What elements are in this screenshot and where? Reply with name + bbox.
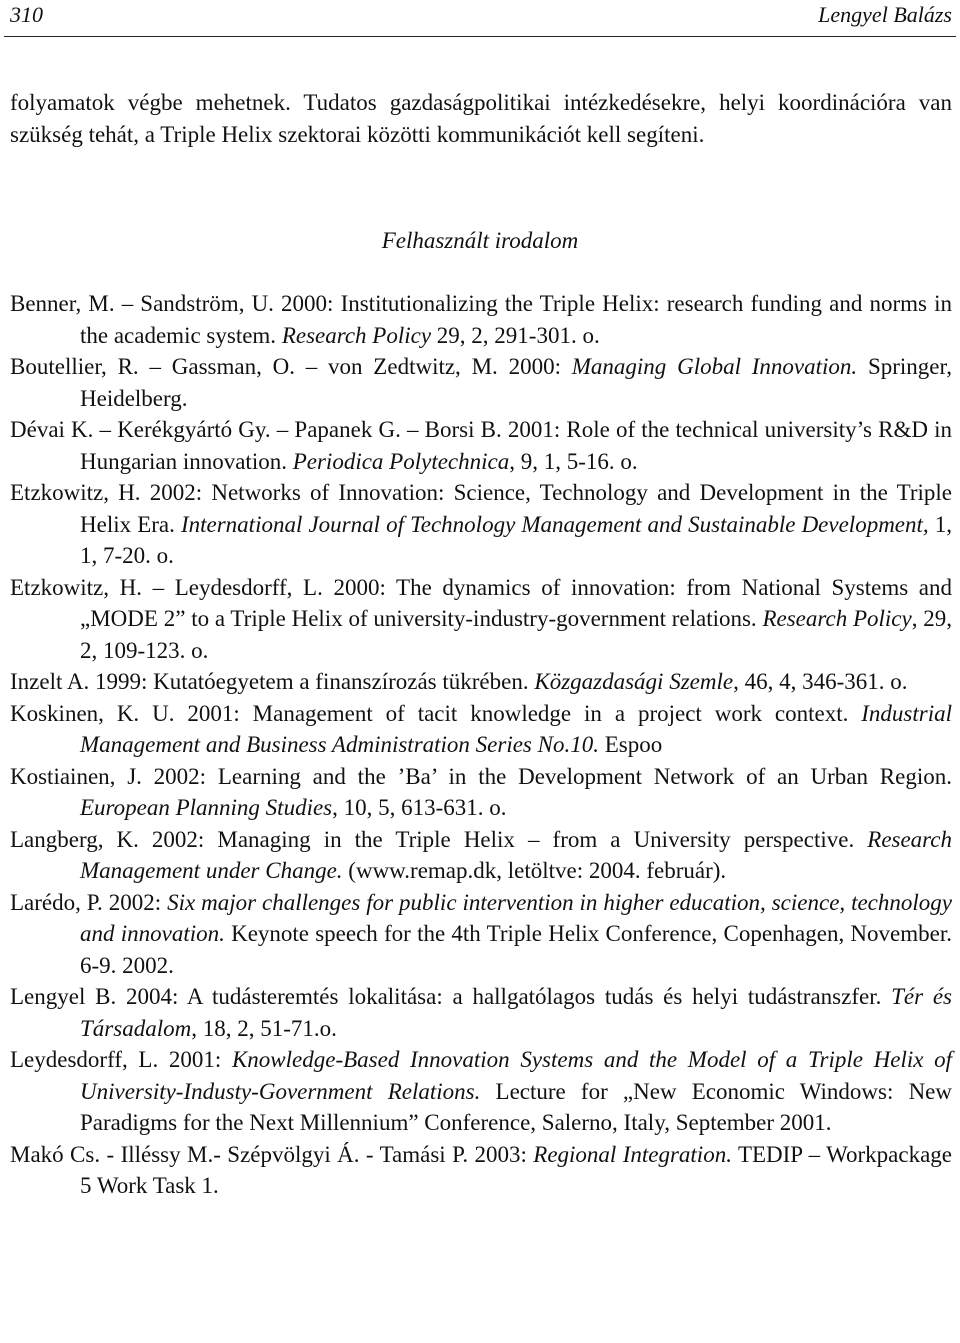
reference-text: Leydesdorff, L. 2001:	[10, 1047, 232, 1072]
page-number: 310	[10, 2, 43, 27]
reference-item	[10, 1139, 952, 1202]
reference-text: Benner, M. – Sandström, U. 2000: Institutionalizing the Triple Helix: research funding and norms in the academic system.	[10, 291, 952, 348]
reference-source: Tér és Társadalom	[80, 984, 952, 1041]
reference-details: Lecture for „New Economic Windows: New Paradigms for the Next Millennium” Conference, Salerno, Italy, September 2001.	[80, 1078, 952, 1135]
reference-source: Research Policy	[281, 322, 432, 348]
reference-source: Knowledge-Based Innovation Systems and the Model of a Triple Helix of University-Industy-Government Relations.	[80, 1047, 953, 1104]
reference-details: TEDIP – Workpackage 5 Work Task 1.	[80, 1141, 952, 1198]
reference-source: Research Management under Change.	[80, 826, 952, 883]
section-title: Felhasznált irodalom	[381, 228, 579, 253]
reference-item	[10, 887, 952, 982]
reference-text: Kostiainen, J. 2002: Learning and the ’Ba’ in the Development Network of an Urban Region.	[10, 763, 952, 789]
reference-details: Springer, Heidelberg.	[80, 354, 952, 411]
header-author: Lengyel Balázs	[818, 2, 952, 27]
reference-list	[10, 288, 952, 1202]
reference-item	[10, 351, 952, 414]
reference-text: Langberg, K. 2002: Managing in the Triple Helix – from a University perspective.	[10, 826, 868, 852]
reference-details: , 46, 4, 346-361. o.	[733, 669, 908, 694]
reference-text: Dévai K. – Kerékgyártó Gy. – Papanek G. – Borsi B. 2001: Role of the technical university’s R&D in Hungarian innovation.	[10, 417, 952, 474]
intro-paragraph: folyamatok végbe mehetnek. Tudatos gazdaságpolitikai intézkedésekre, helyi koordinációra van szükség tehát, a Triple Helix szektorai közötti kommunikációt kell segíteni.	[10, 90, 952, 147]
reference-details: Espoo	[598, 732, 663, 757]
reference-source: Periodica Polytechnica	[292, 448, 510, 474]
reference-text: Lengyel B. 2004: A tudásteremtés lokalitása: a hallgatólagos tudás és helyi tudástranszfer.	[10, 984, 892, 1009]
reference-source: International Journal of Technology Management and Sustainable Development,	[180, 511, 929, 537]
reference-details: (www.remap.dk, letöltve: 2004. február).	[342, 858, 727, 883]
reference-item	[10, 288, 952, 351]
reference-source: Research Policy	[762, 606, 912, 631]
reference-details: 1, 1, 7-20. o.	[80, 511, 953, 568]
reference-source: Industrial Management and Business Administration Series No.10.	[80, 700, 952, 757]
reference-text: Makó Cs. - Illéssy M.- Szépvölgyi Á. - Tamási P. 2003:	[10, 1141, 534, 1167]
reference-text: Inzelt A. 1999: Kutatóegyetem a finanszírozás tükrében.	[10, 669, 535, 694]
reference-text: Boutellier, R. – Gassman, O. – von Zedtwitz, M. 2000:	[10, 354, 572, 379]
header-rule	[4, 36, 956, 37]
reference-source: European Planning Studies	[80, 795, 333, 820]
reference-item	[10, 981, 952, 1044]
reference-source: Managing Global Innovation.	[571, 354, 858, 379]
reference-text: Koskinen, K. U. 2001: Management of tacit knowledge in a project work context.	[10, 700, 862, 726]
reference-details: , 9, 1, 5-16. o.	[509, 448, 638, 474]
running-header	[0, 0, 960, 40]
reference-text: Etzkowitz, H. 2002: Networks of Innovation: Science, Technology and Development in the Triple Helix Era.	[10, 480, 952, 537]
reference-details: , 10, 5, 613-631. o.	[332, 795, 507, 820]
reference-item	[10, 414, 952, 477]
reference-details: , 18, 2, 51-71.o.	[191, 1015, 337, 1041]
reference-item	[10, 477, 952, 572]
reference-item	[10, 824, 952, 887]
reference-item	[10, 1044, 952, 1139]
reference-source: Six major challenges for public intervention in higher education, science, technology and innovation.	[80, 889, 952, 946]
reference-details: 29, 2, 291-301. o.	[431, 322, 600, 348]
reference-details: , 29, 2, 109-123. o.	[80, 606, 952, 663]
reference-item	[10, 666, 952, 698]
reference-item	[10, 572, 952, 667]
reference-source: Regional Integration.	[533, 1141, 732, 1167]
reference-details: Keynote speech for the 4th Triple Helix Conference, Copenhagen, November. 6-9. 2002.	[80, 921, 952, 978]
reference-text: Larédo, P. 2002:	[10, 889, 168, 915]
reference-source: Közgazdasági Szemle	[534, 669, 734, 694]
reference-text: Etzkowitz, H. – Leydesdorff, L. 2000: The dynamics of innovation: from National Systems and „MODE 2” to a Triple Helix of university-industry-government relations.	[10, 574, 952, 631]
reference-item	[10, 761, 952, 824]
reference-item	[10, 698, 952, 761]
